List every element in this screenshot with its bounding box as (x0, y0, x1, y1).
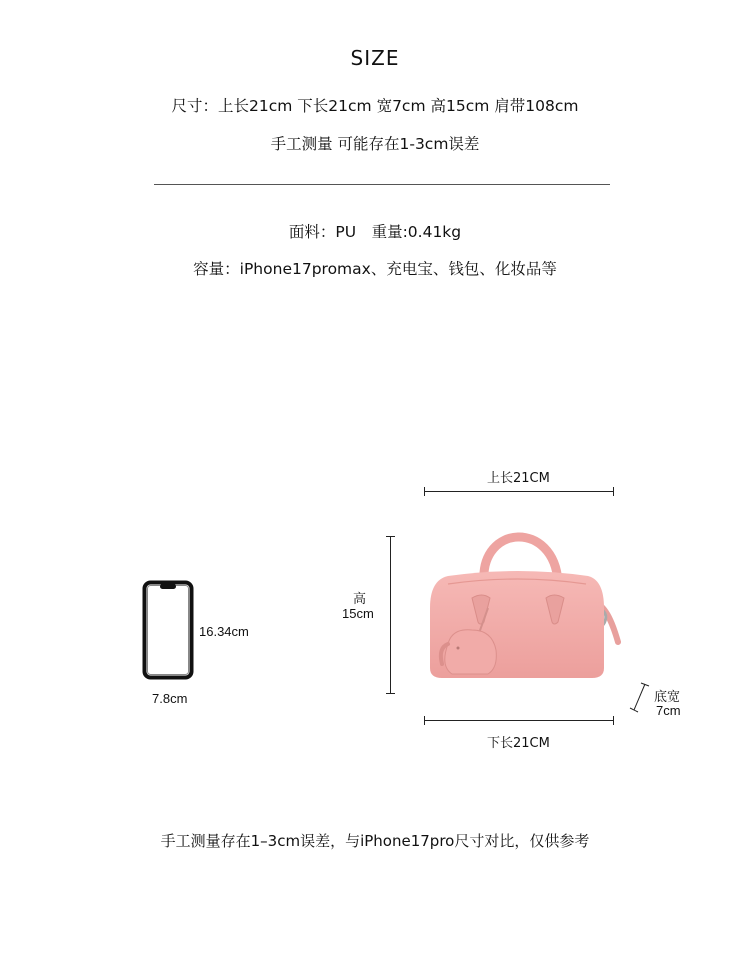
divider (154, 184, 610, 185)
height-tick-top (386, 536, 395, 537)
bottom-length-line (424, 720, 614, 721)
bottom-length-label: 下长21CM (487, 736, 550, 751)
height-tick-bottom (386, 693, 395, 694)
top-length-label: 上长21CM (487, 471, 550, 486)
depth-label-1: 底宽 (654, 690, 681, 705)
height-label-2: 15cm (342, 606, 374, 621)
phone-icon (140, 578, 196, 682)
depth-line (626, 680, 652, 716)
top-length-tick-left (424, 487, 425, 496)
measure-note: 手工测量 可能存在1-3cm误差 (270, 135, 480, 153)
handbag-image (408, 518, 630, 690)
top-length-tick-right (613, 487, 614, 496)
size-title: SIZE (350, 46, 400, 70)
phone-width-label: 7.8cm (152, 691, 188, 706)
depth-label-2: 7cm (656, 703, 681, 718)
bottom-length-tick-left (424, 716, 425, 725)
footer-note: 手工测量存在1–3cm误差，与iPhone17pro尺寸对比，仅供参考 (160, 832, 590, 850)
dimensions-text: 尺寸：上长21cm 下长21cm 宽7cm 高15cm 肩带108cm (171, 97, 579, 115)
top-length-line (424, 491, 614, 492)
phone-height-label: 16.34cm (199, 624, 249, 639)
height-line (390, 536, 391, 694)
material-text: 面料：PU 重量:0.41kg (288, 223, 462, 241)
height-label-1: 高 (353, 592, 367, 607)
bottom-length-tick-right (613, 716, 614, 725)
capacity-text: 容量：iPhone17promax、充电宝、钱包、化妆品等 (193, 260, 557, 278)
